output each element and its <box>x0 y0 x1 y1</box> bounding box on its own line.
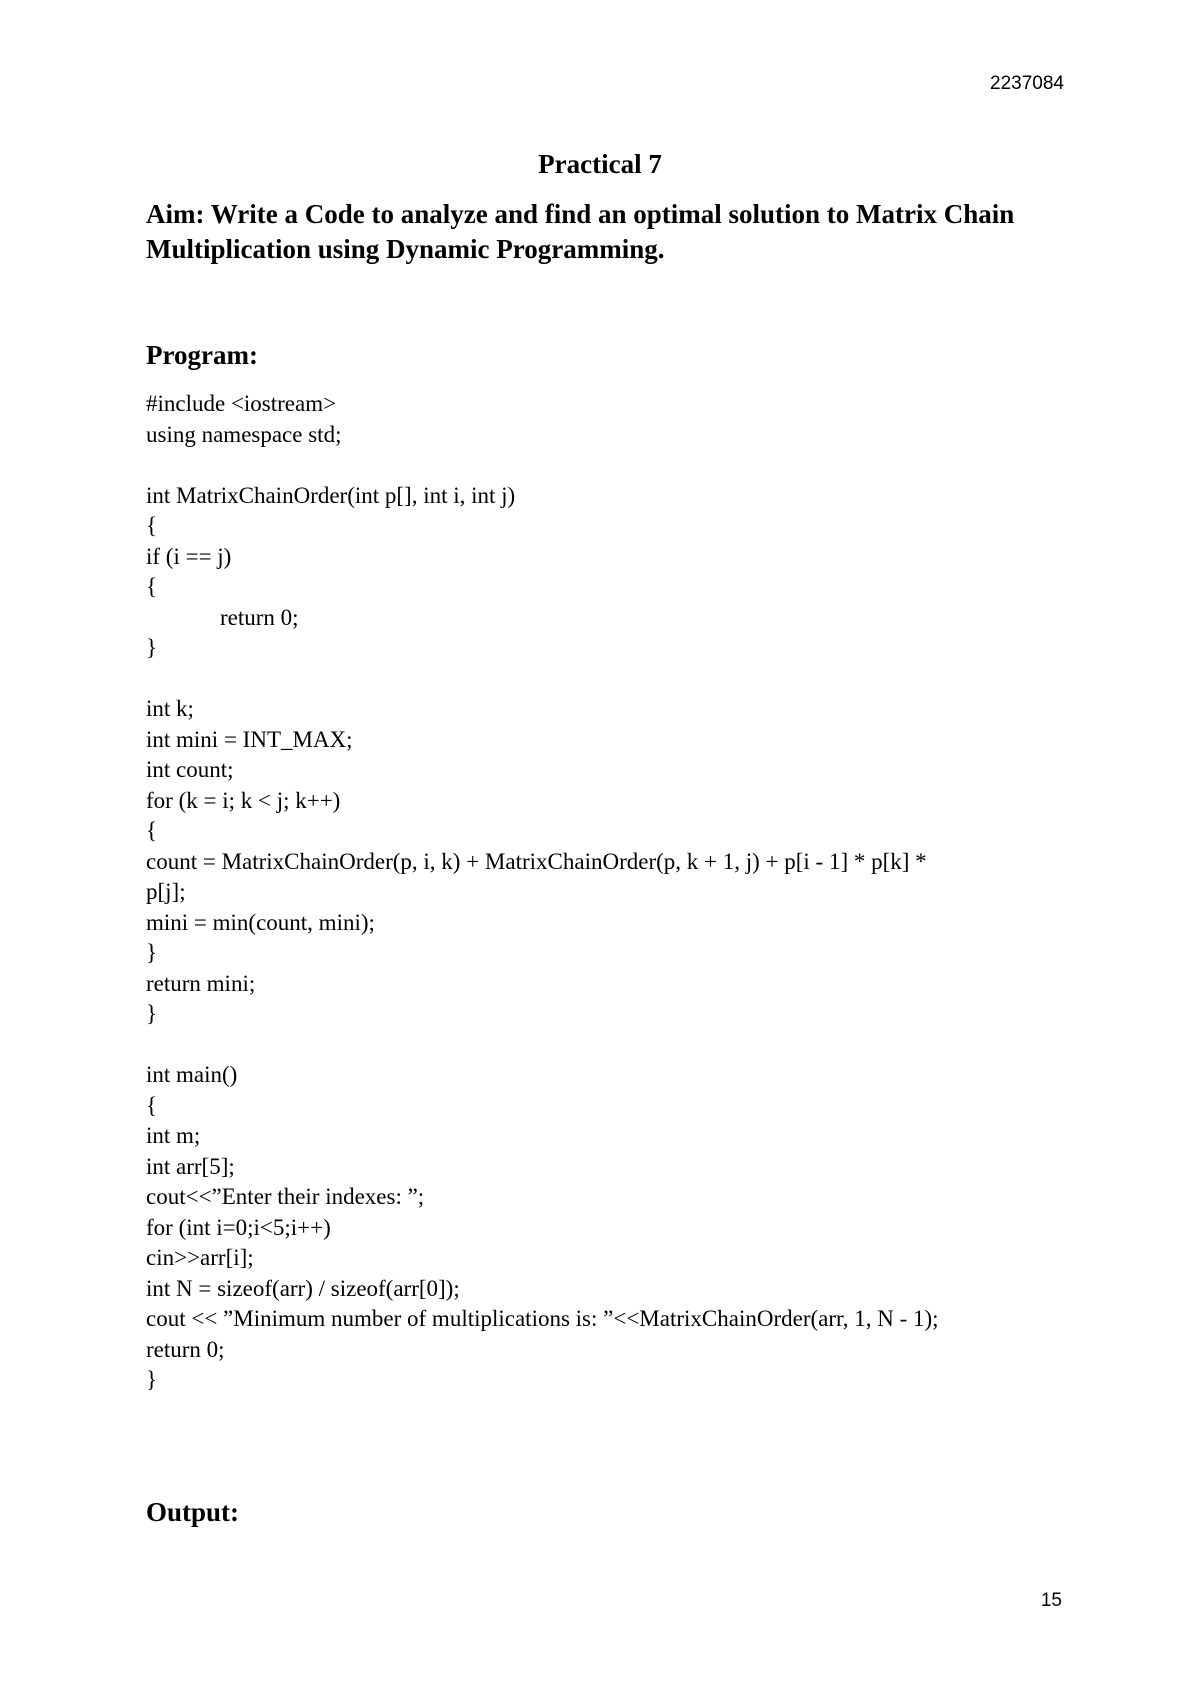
code-line: count = MatrixChainOrder(p, i, k) + MatrixChainOrder(p, k + 1, j) + p[i - 1] * p[k] * <box>146 848 927 874</box>
code-line: mini = min(count, mini); <box>146 909 375 935</box>
code-line: int arr[5]; <box>146 1153 235 1179</box>
practical-title: Practical 7 <box>538 149 662 179</box>
code-line: return mini; <box>146 970 256 996</box>
code-line: int MatrixChainOrder(int p[], int i, int j) <box>146 482 516 508</box>
code-line: int main() <box>146 1062 238 1087</box>
program-heading: Program: <box>146 340 258 370</box>
code-line: return 0; <box>146 1336 225 1362</box>
code-line <box>146 1030 1076 1061</box>
code-line: p[j]; <box>146 879 186 904</box>
code-line: using namespace std; <box>146 421 342 447</box>
code-line: int mini = INT_MAX; <box>146 726 353 752</box>
code-line: for (k = i; k < j; k++) <box>146 787 341 813</box>
page-number: 15 <box>1040 1590 1062 1611</box>
code-line: int m; <box>146 1123 201 1148</box>
code-line: } <box>146 1367 158 1392</box>
code-line: { <box>146 513 158 538</box>
code-line: #include <iostream> <box>146 391 337 416</box>
code-line: } <box>146 940 158 965</box>
code-line: if (i == j) <box>146 543 232 569</box>
aim-statement: Aim: Write a Code to analyze and find an optimal solution to Matrix Chain Multiplication using Dynamic Programming. <box>146 199 1015 264</box>
code-line: for (int i=0;i<5;i++) <box>146 1214 331 1240</box>
code-line: } <box>146 635 158 660</box>
code-line: int N = sizeof(arr) / sizeof(arr[0]); <box>146 1275 460 1301</box>
code-line: } <box>146 1001 158 1026</box>
roll-number-header: 2237084 <box>990 73 1064 94</box>
code-line <box>146 450 1076 481</box>
code-line: cout << ”Minimum number of multiplications is: ”<<MatrixChainOrder(arr, 1, N - 1); <box>146 1306 939 1331</box>
code-line <box>146 664 1076 695</box>
code-line: { <box>146 818 158 843</box>
code-line: cout<<”Enter their indexes: ”; <box>146 1184 425 1209</box>
code-line: { <box>146 1092 158 1118</box>
code-line: int count; <box>146 757 234 782</box>
output-heading: Output: <box>146 1497 240 1527</box>
code-line: { <box>146 574 158 599</box>
code-line: cin>>arr[i]; <box>146 1245 254 1270</box>
code-listing <box>146 389 1076 1396</box>
code-line: int k; <box>146 696 194 721</box>
code-line: return 0; <box>220 604 299 630</box>
